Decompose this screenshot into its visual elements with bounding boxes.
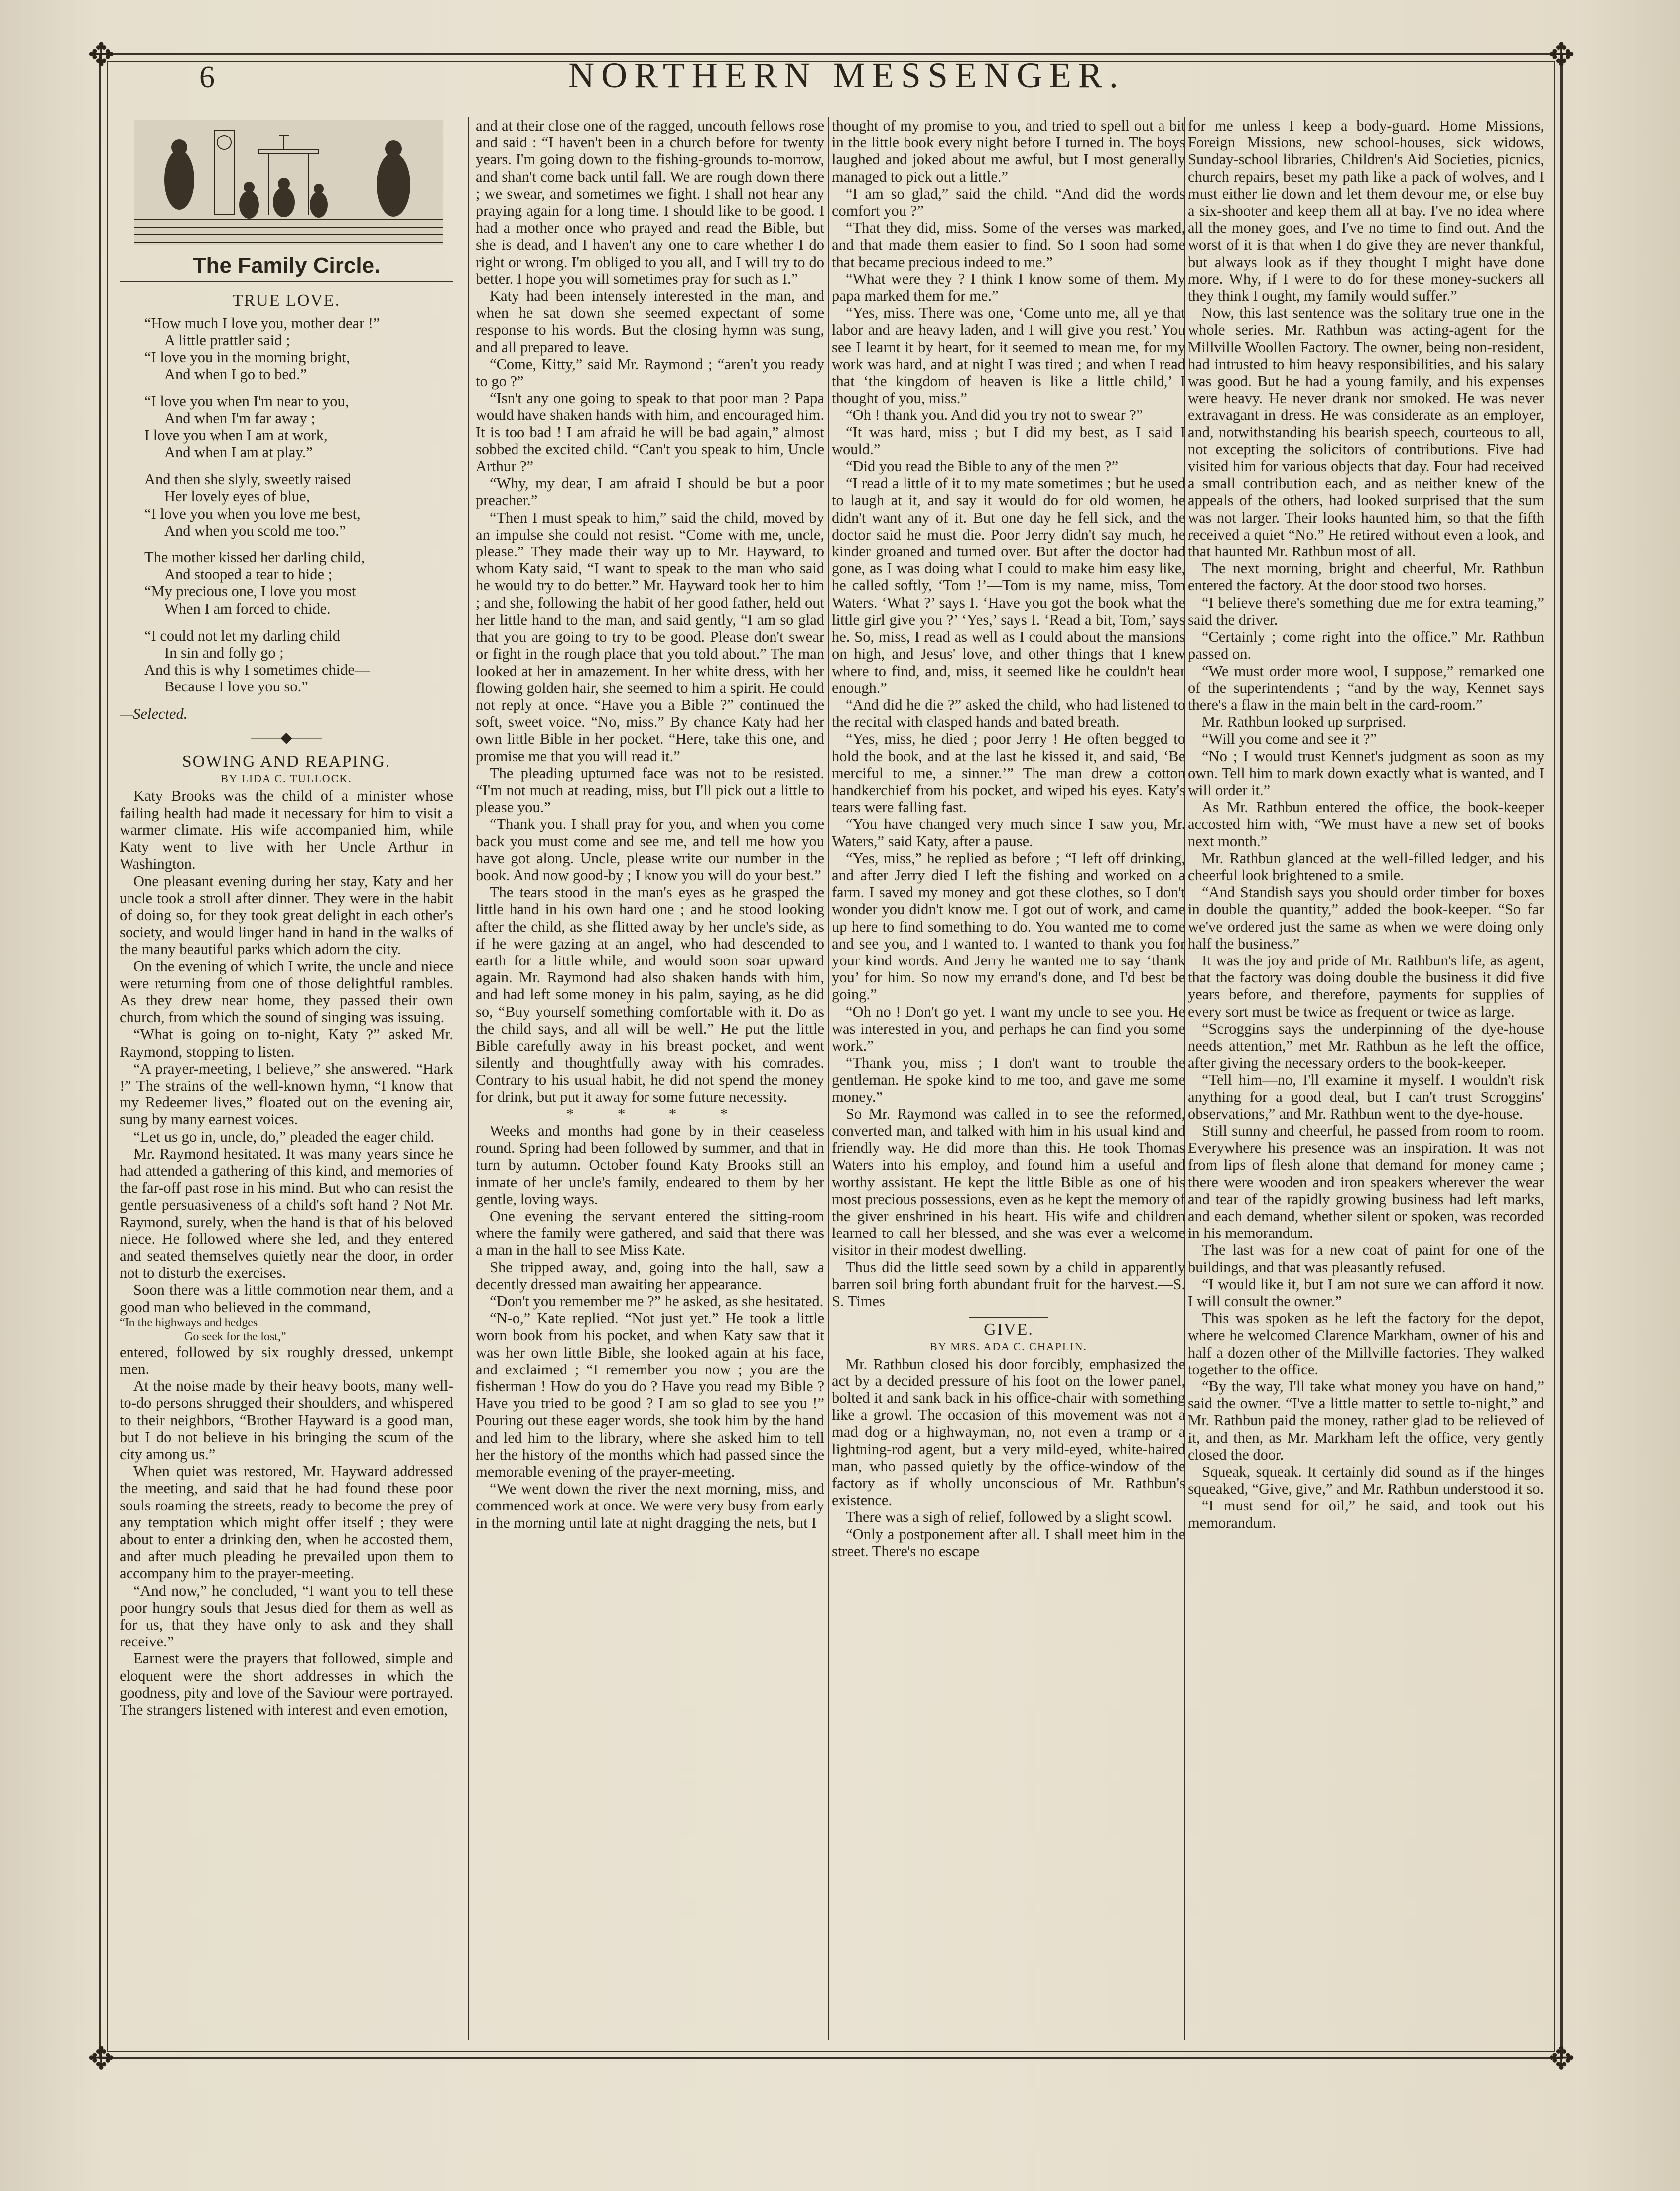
paragraph: “Then I must speak to him,” said the child, moved by an impulse she could not resist. “Come with me, uncle, please.” They made their way up to Mr. Hayward, to whom Katy said, “I want to speak to the man who said he would try to do better.” Mr. Hayward took her to him ; and she, following the habit of her good father, held out her little hand to the man, and said gently, “I am so glad that you are going to try to be good. Please don't swear or fight in the rough place that you told about.” The man looked at her in amazement. In her white dress, with her flowing golden hair, she seemed to him a spirit. He could not reply at once. “Have you a Bible ?” continued the soft, sweet voice. “No, miss.” By chance Katy had her own little Bible in her pocket. “Here, take this one, and promise me that you will read it.” <box>476 509 824 765</box>
poem-stanza <box>144 393 453 461</box>
paragraph: “N-o,” Kate replied. “Not just yet.” He took a little worn book from his pocket, and when Katy saw that it was her own little Bible, she looked again at his face, and exclaimed ; “I remember you now ; you are the fisherman ! How do you do ? Have you read my Bible ? Have you tried to be good ? I am so glad to see you !” Pouring out these eager words, she took him by the hand and led him to the library, where she asked him to tell her the history of the months which had passed since the memorable evening of the prayer-meeting. <box>476 1310 824 1481</box>
paragraph: “Only a postponement after all. I shall meet him in the street. There's no escape <box>832 1525 1185 1560</box>
paragraph: “Yes, miss, he died ; poor Jerry ! He often begged to hold the book, and at the last he kissed it, and said, ‘Be merciful to me, a sinner.’” The man drew a cotton handkerchief from his pocket, and wiped his eyes. Katy's tears were falling fast. <box>832 730 1185 816</box>
paragraph: “Thank you, miss ; I don't want to trouble the gentleman. He spoke kind to me too, and gave me some money.” <box>832 1054 1185 1105</box>
column-1 <box>120 117 453 2010</box>
poem-stanza <box>144 315 453 383</box>
paragraph: Weeks and months had gone by in their ceaseless round. Spring had been followed by summer, and that in turn by autumn. October found Katy Brooks still an inmate of her uncle's family, endeared to them by her gentle, loving ways. <box>476 1122 824 1208</box>
section-title: The Family Circle. <box>192 253 381 278</box>
poem-line: “My precious one, I love you most <box>144 583 356 600</box>
poem-line: Because I love you so.” <box>164 678 308 695</box>
column-rule <box>828 117 829 2040</box>
title-rule <box>969 1317 1048 1318</box>
paragraph: “What were they ? I think I know some of them. My papa marked them for me.” <box>832 270 1185 305</box>
paragraph: “Yes, miss,” he replied as before ; “I left off drinking, and after Jerry died I left the fishing and worked on a farm. I saved my money and got these clothes, so I don't wonder you didn't know me. I got out of work, and came up here to find something to do. You wanted me to come and see you, and I wanted to. I wanted to thank you for your kind words. And Jerry he wanted me to say ‘thank you’ for him. So now my errand's done, and I'd best be going.” <box>832 849 1185 1003</box>
paragraph: “We must order more wool, I suppose,” remarked one of the superintendents ; “and by the way, Kennet says there's a flaw in the main belt in the card-room.” <box>1188 662 1544 713</box>
poem-title: TRUE LOVE. <box>232 291 341 310</box>
paragraph: “Isn't any one going to speak to that poor man ? Papa would have shaken hands with him, and encouraged him. It is too bad ! I am afraid he will be bad again,” almost sobbed the excited child. “Can't you speak to him, Uncle Arthur ?” <box>476 390 824 475</box>
paragraph: “I am so glad,” said the child. “And did the words comfort you ?” <box>832 185 1185 220</box>
paragraph: “Scroggins says the underpinning of the dye-house needs attention,” met Mr. Rathbun as he left the office, after giving the necessary orders to the book-keeper. <box>1188 1020 1544 1072</box>
poem-line: In sin and folly go ; <box>164 644 284 662</box>
column-rule <box>468 117 469 2040</box>
paragraph: “I would like it, but I am not sure we can afford it now. I will consult the owner.” <box>1188 1275 1544 1310</box>
paragraph: for me unless I keep a body-guard. Home Missions, Foreign Missions, new school-houses, sick widows, Sunday-school libraries, Children's Aid Societies, picnics, church repairs, beset my path like a pack of wolves, and I must either lie down and let them devour me, or else buy a six-shooter and keep them all at bay. I've no idea where all the money goes, and I've no time to find out. And the worst of it is that when I do give they are never thankful, but always look as if they thought I might have done more. Why, if I were to do for these money-suckers all they think I ought, my family would suffer.” <box>1188 117 1544 305</box>
paragraph: “Oh ! thank you. And did you try not to swear ?” <box>846 407 1143 424</box>
paragraph: Still sunny and cheerful, he passed from room to room. Everywhere his presence was an inspiration. It was not from lips of flesh alone that demand for money came ; there were wooden and iron speakers wherever the wear and tear of the rapidly growing business had left marks, and each demand, whether silent or spoken, was recorded in his memorandum. <box>1188 1122 1544 1242</box>
paragraph: “Let us go in, uncle, do,” pleaded the eager child. <box>133 1128 434 1145</box>
paragraph: On the evening of which I write, the uncle and niece were returning from one of those delightful rambles. As they drew near home, they passed their own church, from which the sound of singing was issuing. <box>120 958 453 1026</box>
paragraph: “Tell him—no, I'll examine it myself. I wouldn't risk anything for a good deal, but I can't trust Scroggins' observations,” and Mr. Rathbun went to the dye-house. <box>1188 1071 1544 1122</box>
divider-ornament: ——◆—— <box>251 729 322 746</box>
paragraph: “I must send for oil,” he said, and took out his memorandum. <box>1188 1497 1544 1531</box>
corner-ornament: ✥ <box>88 37 115 73</box>
poem-stanza <box>144 627 453 695</box>
paragraph: “Yes, miss. There was one, ‘Come unto me, all ye that labor and are heavy laden, and I will give you rest.’ You see I learnt it by heart, for it seemed to mean me, for my work was hard, and at night I was tired ; and when I read that ‘the kingdom of heaven is like a little child,’ I thought of you, miss.” <box>832 304 1185 407</box>
paragraph: As Mr. Rathbun entered the office, the book-keeper accosted him with, “We must have a new set of books next month.” <box>1188 799 1544 850</box>
poem-line: “I love you in the morning bright, <box>144 349 350 366</box>
poem-stanza <box>144 471 453 539</box>
paragraph: One evening the servant entered the sitting-room where the family were gathered, and said that there was a man in the hall to see Miss Kate. <box>476 1208 824 1259</box>
column-4 <box>1188 117 1544 2040</box>
section-break: * * * * <box>566 1105 748 1122</box>
story-title: SOWING AND REAPING. <box>182 752 391 771</box>
poem-line: And when you scold me too.” <box>164 522 346 539</box>
paragraph: Katy had been intensely interested in the man, and when he sat down she seemed expectant of some response to his words. But the closing hymn was sung, and all prepared to leave. <box>476 287 824 356</box>
paragraph: It was the joy and pride of Mr. Rathbun's life, as agent, that the factory was doing double the business it did five years before, and therefore, payments for supplies of every sort must be twice as frequent or twice as large. <box>1188 952 1544 1020</box>
paragraph: When quiet was restored, Mr. Hayward addressed the meeting, and said that he had found these poor souls roaming the streets, ready to become the prey of any temptation which might offer itself ; they were about to enter a drinking den, when he accosted them, and after much pleading he prevailed upon them to accompany him to the prayer-meeting. <box>120 1463 453 1582</box>
corner-ornament: ✥ <box>88 2041 115 2076</box>
poem-line: The mother kissed her darling child, <box>144 549 365 566</box>
corner-ornament: ✥ <box>1548 2041 1575 2076</box>
paragraph: The last was for a new coat of paint for one of the buildings, and that was pleasantly refused. <box>1188 1241 1544 1276</box>
paragraph: “Thank you. I shall pray for you, and when you come back you must come and see me, and tell me how you have got along. Uncle, please write our number in the book. And now good-by ; I know you will do your best.” <box>476 816 824 884</box>
poem-body <box>144 315 453 695</box>
poem-line: “I love you when you love me best, <box>144 505 361 522</box>
poem-line: A little prattler said ; <box>164 331 290 349</box>
paragraph: Soon there was a little commotion near them, and a good man who believed in the command, <box>120 1281 453 1316</box>
page-number: 6 <box>199 60 215 94</box>
paragraph: So Mr. Raymond was called in to see the reformed, converted man, and talked with him in his usual kind and friendly way. He did more than this. He took Thomas Waters into his employ, and found him a useful and worthy assistant. He kept the little Bible as one of his most precious possessions, even as he kept the memory of the giver enshrined in his heart. His wife and children learned to call her blessed, and she was ever a welcome visitor in their modest dwelling. <box>832 1105 1185 1259</box>
paragraph: She tripped away, and, going into the hall, saw a decently dressed man awaiting her appearance. <box>476 1258 824 1293</box>
poem-line: “I love you when I'm near to you, <box>144 393 349 410</box>
paragraph: “I read a little of it to my mate sometimes ; but he used to laugh at it, and say it would do for old women, he didn't want any of it. But one day he fell sick, and the doctor said he must die. Poor Jerry didn't say much, he kinder groaned and turned over. But after the doctor had gone, as I was doing what I could to make him easy like, he called softly, ‘Tom !’—Tom is my name, miss, Tom Waters. ‘What ?’ says I. ‘Have you got the book what the little girl give you ?’ ‘Yes,’ says I. ‘Read a bit, Tom,’ says he. So, miss, I read as well as I could about the mansions on high, and Jesus' love, and other things that I knew where to find, and, miss, it seemed like he couldn't hear enough.” <box>832 475 1185 696</box>
story-byline: BY MRS. ADA C. CHAPLIN. <box>930 1340 1087 1353</box>
poem-line: Her lovely eyes of blue, <box>164 488 310 505</box>
poem-line: And when I'm far away ; <box>164 410 315 427</box>
masthead: NORTHERN MESSENGER. <box>568 55 1125 95</box>
poem-line: And stooped a tear to hide ; <box>164 566 333 583</box>
family-scene-illustration <box>134 120 443 245</box>
paragraph: Mr. Rathbun looked up surprised. <box>1202 713 1407 731</box>
paragraph: “No ; I would trust Kennet's judgment as soon as my own. Tell him to mark down exactly what is wanted, and I will order it.” <box>1188 747 1544 799</box>
story-byline: BY LIDA C. TULLOCK. <box>221 772 352 785</box>
paragraph: Thus did the little seed sown by a child in apparently barren soil bring forth abundant fruit for the harvest.—S. S. Times <box>832 1258 1185 1310</box>
column-2 <box>476 117 824 2040</box>
paragraph: One pleasant evening during her stay, Katy and her uncle took a stroll after dinner. They were in the habit of doing so, for they took great delight in each other's society, and would linger hand in hand in the walks of the many beautiful parks which adorn the city. <box>120 872 453 958</box>
column-3 <box>832 117 1185 2040</box>
paragraph: “And Standish says you should order timber for boxes in double the quantity,” added the book-keeper. “So far we've ordered just the same as when we were doing only half the business.” <box>1188 884 1544 952</box>
poem-credit: —Selected. <box>120 705 188 722</box>
story-title: GIVE. <box>984 1320 1034 1339</box>
paragraph: “Why, my dear, I am afraid I should be but a poor preacher.” <box>476 475 824 509</box>
paragraph: “I believe there's something due me for extra teaming,” said the driver. <box>1188 594 1544 628</box>
paragraph: “Don't you remember me ?” he asked, as she hesitated. <box>490 1293 824 1310</box>
paragraph: Katy Brooks was the child of a minister whose failing health had made it necessary for him to visit a warmer climate. His wife accompanied him, while Katy went to live with her Uncle Arthur in Washington. <box>120 787 453 873</box>
paragraph: Mr. Raymond hesitated. It was many years since he had attended a gathering of this kind, and memories of the far-off past rose in his mind. But who can resist the gentle persuasiveness of a child's soft hand ? Not Mr. Raymond, surely, when the hand is that of his beloved niece. He followed where she led, and they entered and seated themselves quietly near the door, in order not to disturb the exercises. <box>120 1145 453 1282</box>
poem-line: “How much I love you, mother dear !” <box>144 314 380 332</box>
poem-stanza <box>144 549 453 617</box>
poem-line: And then she slyly, sweetly raised <box>144 471 351 488</box>
paragraph: “You have changed very much since I saw you, Mr. Waters,” said Katy, after a pause. <box>832 816 1185 850</box>
paragraph: Mr. Rathbun glanced at the well-filled ledger, and his cheerful look brightened to a smile. <box>1188 849 1544 884</box>
paragraph: Now, this last sentence was the solitary true one in the whole series. Mr. Rathbun was acting-agent for the Millville Woollen Factory. The owner, being non-resident, had intrusted to him heavy responsibilities, and his salary was good. But he had a young family, and his expenses were heavy. He never drank nor smoked. He was never extravagant in dress. He was considerate as an employer, and, notwithstanding his bearish speech, courteous to all, not excepting the solicitors of contributions. Five had visited him for various objects that day. Four had received a small contribution each, and as neither knew of the appeals of the others, had looked surprised that the sum was not larger. Their looks haunted him, so that the fifth received a quiet “No.” He retired without even a look, and that haunted Mr. Rathbun most of all. <box>1188 304 1544 560</box>
poem-line: “I could not let my darling child <box>144 627 341 644</box>
paragraph: Squeak, squeak. It certainly did sound as if the hinges squeaked, “Give, give,” and Mr. Rathbun understood it so. <box>1188 1463 1544 1498</box>
poem-line: And this is why I sometimes chide— <box>144 661 370 679</box>
paragraph: “Will you come and see it ?” <box>1202 730 1377 748</box>
paragraph: thought of my promise to you, and tried to spell out a bit in the little book every night before I turned in. The boys laughed and joked about me awful, but I most generally managed to pick out a little.” <box>832 117 1185 185</box>
paragraph: “And did he die ?” asked the child, who had listened to the recital with clasped hands and bated breath. <box>832 696 1185 731</box>
paragraph: “Did you read the Bible to any of the men ?” <box>846 458 1119 475</box>
paragraph: entered, followed by six roughly dressed, unkempt men. <box>120 1343 453 1377</box>
paragraph: The next morning, bright and cheerful, Mr. Rathbun entered the factory. At the door stood two horses. <box>1188 560 1544 594</box>
paragraph: The tears stood in the man's eyes as he grasped the little hand in his own hard one ; and he stood looking after the child, as she flitted away by her uncle's side, as if he were gazing at an angel, who had descended to earth for a little while, and would soon soar upward again. Mr. Raymond had also shaken hands with him, and had left some money in his palm, saying, as he did so, “Buy yourself something comfortable with it. Do as the child says, and all will be well.” He put the little Bible carefully away in his breast pocket, and went silently and thoughtfully away with his comrades. Contrary to his usual habit, he did not spend the money for drink, but put it away for some future necessity. <box>476 884 824 1105</box>
paragraph: The pleading upturned face was not to be resisted. “I'm not much at reading, miss, but I'll pick out a little to please you.” <box>476 764 824 816</box>
paragraph: “That they did, miss. Some of the verses was marked, and that made them easier to find. So I soon had some that became precious indeed to me.” <box>832 219 1185 271</box>
paragraph: At the noise made by their heavy boots, many well-to-do persons shrugged their shoulders, and whispered to their neighbors, “Brother Hayward is a good man, but I do not believe in his bringing the scum of the city among us.” <box>120 1377 453 1463</box>
paragraph: “We went down the river the next morning, miss, and commenced work at once. We were very busy from early in the morning until late at night dragging the nets, but I <box>476 1480 824 1531</box>
paragraph: “A prayer-meeting, I believe,” she answered. “Hark !” The strains of the well-known hymn, “I know that my Redeemer lives,” floated out on the evening air, sung by many earnest voices. <box>120 1060 453 1128</box>
quote-line: Go seek for the lost,” <box>184 1330 286 1343</box>
poem-line: And when I am at play.” <box>164 444 313 461</box>
poem-line: And when I go to bed.” <box>164 366 307 383</box>
paragraph: “It was hard, miss ; but I did my best, as I said I would.” <box>832 423 1185 458</box>
poem-line: When I am forced to chide. <box>164 600 331 617</box>
paragraph: and at their close one of the ragged, uncouth fellows rose and said : “I haven't been in a church before for twenty years. I'm going down to the fishing-grounds to-morrow, and shan't come back until fall. We are rough down there ; we swear, and sometimes we fight. I shall not hear any praying again for a long time. I should like to be good. I had a mother once who prayed and read the Bible, but she is dead, and I haven't any one to care whether I do right or wrong. I'm obliged to you all, and I will try to do better. I hope you will sometimes pray for such as I.” <box>476 117 824 287</box>
paragraph: “Come, Kitty,” said Mr. Raymond ; “aren't you ready to go ?” <box>476 355 824 390</box>
corner-ornament: ✥ <box>1548 37 1575 73</box>
section-rule <box>120 281 453 282</box>
paragraph: Mr. Rathbun closed his door forcibly, emphasized the act by a decided pressure of his foot on the lower panel, bolted it and sank back in his office-chair with something like a growl. The occasion of this movement was not a mad dog or a highwayman, no, not even a tramp or a lightning-rod agent, but a very mild-eyed, white-haired man, who passed quietly by the office-window of the factory as if wholly unconscious of Mr. Rathbun's existence. <box>832 1355 1185 1509</box>
paragraph: “By the way, I'll take what money you have on hand,” said the owner. “I've a little matter to settle to-night,” and Mr. Rathbun paid the money, rather glad to be relieved of it, and then, as Mr. Markham left the office, very gently closed the door. <box>1188 1378 1544 1463</box>
quote-line: “In the highways and hedges <box>120 1316 258 1329</box>
poem-line: I love you when I am at work, <box>144 426 328 444</box>
paragraph: “What is going on to-night, Katy ?” asked Mr. Raymond, stopping to listen. <box>120 1026 453 1060</box>
paragraph: There was a sigh of relief, followed by a slight scowl. <box>846 1508 1172 1526</box>
paragraph: Earnest were the prayers that followed, simple and eloquent were the short addresses in which the goodness, pity and love of the Saviour were portrayed. The strangers listened with interest and even emotion, <box>120 1650 453 1719</box>
paragraph: “Certainly ; come right into the office.” Mr. Rathbun passed on. <box>1188 628 1544 663</box>
paragraph: “Oh no ! Don't go yet. I want my uncle to see you. He was interested in you, and perhaps he can find you some work.” <box>832 1003 1185 1054</box>
paragraph: This was spoken as he left the factory for the depot, where he welcomed Clarence Markham, owner of his and half a dozen other of the Millville factories. They walked together to the office. <box>1188 1310 1544 1378</box>
paragraph: “And now,” he concluded, “I want you to tell these poor hungry souls that Jesus died for them as well as for us, that they have only to ask and they shall receive.” <box>120 1582 453 1650</box>
